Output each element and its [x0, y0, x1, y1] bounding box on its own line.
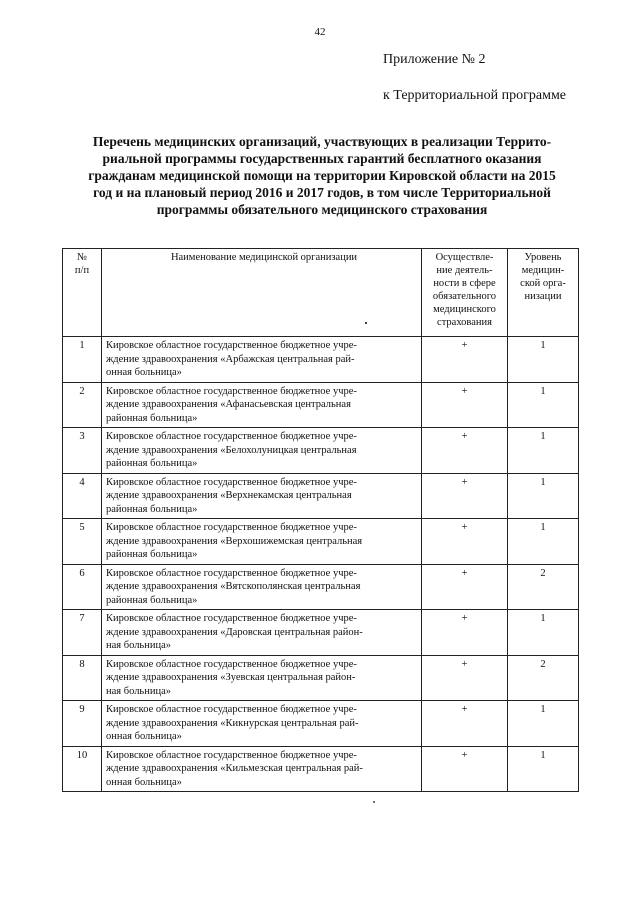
- organization-name-line: ждение здравоохранения «Кильмезская центральная рай-: [106, 763, 363, 774]
- header-organization-level: Уровень медицин- ской орга- низации: [508, 249, 579, 337]
- oms-participation: +: [422, 519, 508, 565]
- organization-name-line: ждение здравоохранения «Белохолуницкая центральная: [106, 444, 357, 456]
- organization-name-line: ждение здравоохранения «Афанасьевская центральная: [106, 399, 351, 410]
- oms-participation: +: [422, 428, 508, 474]
- title-line: гражданам медицинской помощи на территории Кировской области на 2015: [88, 168, 556, 183]
- oms-participation: +: [422, 746, 508, 792]
- oms-participation: +: [422, 701, 508, 747]
- title-line: год и на плановый период 2016 и 2017 годов, в том числе Территориальной: [93, 185, 551, 200]
- row-number: 7: [63, 610, 102, 656]
- organization-name: [102, 701, 422, 747]
- organization-level: 2: [508, 655, 579, 701]
- table-row: [63, 655, 579, 701]
- table-row: [63, 473, 579, 519]
- table-row: [63, 382, 579, 428]
- organization-name-line: онная больница»: [106, 367, 182, 378]
- organization-level: 1: [508, 337, 579, 383]
- row-number: 6: [63, 564, 102, 610]
- oms-participation: +: [422, 610, 508, 656]
- row-number: 5: [63, 519, 102, 565]
- organization-name-line: ждение здравоохранения «Верхошижемская центральная: [106, 535, 363, 547]
- table-header-row: [63, 249, 579, 337]
- appendix-number: Приложение № 2: [383, 52, 486, 67]
- organization-name-line: Кировское областное государственное бюджетное учре-: [106, 567, 357, 579]
- organization-name-line: ждение здравоохранения «Зуевская центральная район-: [106, 672, 356, 683]
- organization-name: [102, 473, 422, 519]
- row-number: 10: [63, 746, 102, 792]
- oms-participation: +: [422, 382, 508, 428]
- organization-name-line: ная больница»: [106, 640, 171, 651]
- organization-name-line: Кировское областное государственное бюджетное учре-: [106, 431, 357, 442]
- organization-name-line: Кировское областное государственное бюджетное учре-: [106, 340, 357, 351]
- organization-name: [102, 610, 422, 656]
- organization-name-line: районная больница»: [106, 458, 198, 469]
- organization-name-line: ждение здравоохранения «Кикнурская центральная рай-: [106, 717, 359, 729]
- organization-name-line: Кировское областное государственное бюджетное учре-: [106, 476, 357, 488]
- organization-name-line: районная больница»: [106, 549, 198, 560]
- organization-level: 1: [508, 610, 579, 656]
- oms-participation: +: [422, 337, 508, 383]
- table-row: [63, 701, 579, 747]
- table-row: [63, 337, 579, 383]
- organization-name-line: районная больница»: [106, 412, 198, 424]
- oms-participation: +: [422, 473, 508, 519]
- organization-name-line: Кировское областное государственное бюджетное учре-: [106, 522, 357, 533]
- scan-dot: [373, 801, 375, 803]
- header-number: № п/п: [63, 249, 102, 337]
- table-row: [63, 564, 579, 610]
- organization-name-line: онная больница»: [106, 731, 182, 742]
- table-row: [63, 519, 579, 565]
- row-number: 4: [63, 473, 102, 519]
- organization-level: 1: [508, 701, 579, 747]
- organization-name-line: Кировское областное государственное бюджетное учре-: [106, 704, 357, 715]
- table-row: [63, 428, 579, 474]
- organization-name: [102, 382, 422, 428]
- organization-level: 1: [508, 519, 579, 565]
- organization-name: [102, 519, 422, 565]
- organization-level: 2: [508, 564, 579, 610]
- organization-level: 1: [508, 428, 579, 474]
- organization-name-line: районная больница»: [106, 503, 198, 515]
- organization-name-line: Кировское областное государственное бюджетное учре-: [106, 385, 357, 397]
- organization-name-line: районная больница»: [106, 594, 198, 606]
- organization-name: [102, 428, 422, 474]
- organization-name-line: онная больница»: [106, 776, 182, 788]
- organization-name: [102, 564, 422, 610]
- row-number: 2: [63, 382, 102, 428]
- header-oms-activity: Осуществле- ние деятель- ности в сфере обязательного медицинского страхования: [422, 249, 508, 337]
- organization-name-line: ждение здравоохранения «Верхнекамская центральная: [106, 490, 352, 501]
- row-number: 8: [63, 655, 102, 701]
- organization-name: [102, 746, 422, 792]
- organization-name-line: Кировское областное государственное бюджетное учре-: [106, 658, 357, 670]
- appendix-reference: к Территориальной программе: [383, 88, 567, 103]
- organization-name-line: ждение здравоохранения «Арбажская центральная рай-: [106, 353, 355, 365]
- organization-level: 1: [508, 473, 579, 519]
- organization-name-line: ждение здравоохранения «Даровская центральная район-: [106, 626, 363, 638]
- organization-level: 1: [508, 746, 579, 792]
- organizations-table: [62, 248, 579, 792]
- row-number: 3: [63, 428, 102, 474]
- title-line: программы обязательного медицинского страхования: [156, 202, 488, 217]
- oms-participation: +: [422, 655, 508, 701]
- row-number: 1: [63, 337, 102, 383]
- row-number: 9: [63, 701, 102, 747]
- oms-participation: +: [422, 564, 508, 610]
- title-line: Перечень медицинских организаций, участвующих в реализации Террито-: [92, 134, 552, 149]
- page-number: 42: [314, 26, 326, 38]
- document-title: [62, 133, 582, 218]
- organization-name: [102, 655, 422, 701]
- header-organization-name: Наименование медицинской организации: [102, 249, 422, 337]
- title-line: риальной программы государственных гарантий бесплатного оказания: [102, 151, 542, 166]
- table-row: [63, 610, 579, 656]
- organization-name-line: ждение здравоохранения «Вятскополянская центральная: [106, 581, 361, 592]
- organization-name: [102, 337, 422, 383]
- organization-level: 1: [508, 382, 579, 428]
- organization-name-line: Кировское областное государственное бюджетное учре-: [106, 613, 357, 624]
- organization-name-line: Кировское областное государственное бюджетное учре-: [106, 749, 357, 761]
- organization-name-line: ная больница»: [106, 685, 171, 697]
- table-row: [63, 746, 579, 792]
